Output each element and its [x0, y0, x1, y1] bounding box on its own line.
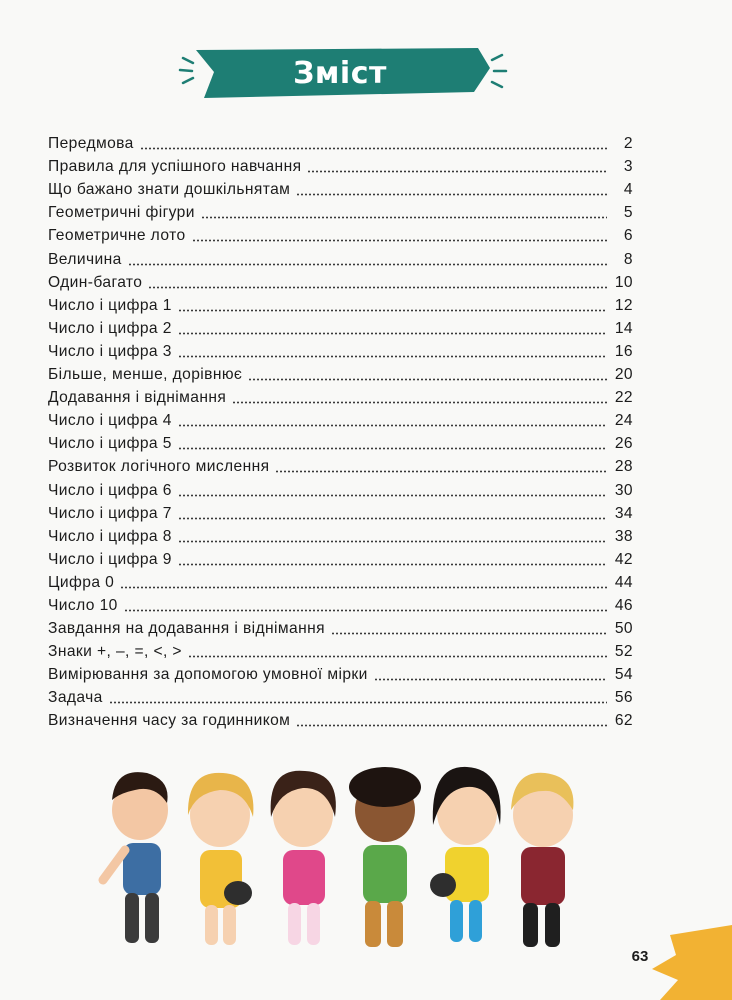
- toc-row: [48, 315, 633, 338]
- toc-dot-leader: [148, 286, 606, 289]
- toc-entry-title: Правила для успішного навчання: [48, 158, 302, 176]
- toc-entry-page: 8: [623, 250, 633, 268]
- toc-entry-page: 42: [614, 550, 633, 568]
- toc-entry-page: 10: [614, 273, 633, 291]
- toc-entry-title: Передмова: [48, 135, 134, 153]
- toc-entry-page: 6: [623, 227, 633, 245]
- page-title: Зміст: [293, 56, 387, 91]
- toc-entry-title: Цифра 0: [48, 573, 115, 591]
- toc-entry-title: Один-багато: [48, 273, 143, 291]
- toc-entry-page: 22: [614, 389, 633, 407]
- toc-dot-leader: [188, 655, 607, 658]
- toc-entry-title: Число і цифра 6: [48, 481, 172, 499]
- toc-row: [48, 500, 633, 523]
- toc-entry-title: Число і цифра 9: [48, 550, 172, 568]
- toc-dot-leader: [275, 470, 606, 473]
- toc-dot-leader: [124, 609, 607, 612]
- toc-entry-page: 2: [623, 135, 633, 153]
- child-boy-blue-icon: [103, 772, 168, 943]
- toc-entry-title: Число і цифра 3: [48, 342, 172, 360]
- toc-entry-title: Додавання і віднімання: [48, 389, 227, 407]
- child-girl-pink-icon: [271, 771, 336, 945]
- table-of-contents: [48, 130, 633, 730]
- child-boy-red-icon: [511, 773, 573, 947]
- toc-entry-page: 5: [623, 204, 633, 222]
- page-number: 63: [631, 948, 649, 965]
- toc-entry-title: Число і цифра 8: [48, 527, 172, 545]
- toc-dot-leader: [178, 309, 607, 312]
- toc-entry-page: 46: [614, 596, 633, 614]
- toc-entry-page: 28: [614, 458, 633, 476]
- toc-entry-page: 24: [614, 412, 633, 430]
- toc-dot-leader: [178, 563, 607, 566]
- toc-entry-title: Завдання на додавання і віднімання: [48, 620, 325, 638]
- toc-entry-page: 50: [614, 620, 633, 638]
- toc-entry-title: Число і цифра 5: [48, 435, 172, 453]
- toc-dot-leader: [120, 586, 607, 589]
- toc-row: [48, 292, 633, 315]
- toc-dot-leader: [128, 263, 607, 266]
- toc-row: [48, 638, 633, 661]
- toc-row: [48, 338, 633, 361]
- toc-row: [48, 592, 633, 615]
- toc-row: [48, 176, 633, 199]
- toc-row: [48, 153, 633, 176]
- toc-entry-page: 52: [614, 643, 633, 661]
- toc-dot-leader: [178, 447, 607, 450]
- toc-entry-page: 14: [614, 319, 633, 337]
- toc-dot-leader: [178, 355, 607, 358]
- toc-entry-page: 20: [614, 366, 633, 384]
- toc-row: [48, 222, 633, 245]
- child-girl-darkhair-icon: [430, 767, 501, 942]
- toc-dot-leader: [331, 632, 607, 635]
- toc-entry-page: 62: [614, 712, 633, 730]
- toc-row: [48, 453, 633, 476]
- toc-entry-title: Геометричне лото: [48, 227, 186, 245]
- toc-row: [48, 269, 633, 292]
- toc-entry-title: Число і цифра 1: [48, 296, 172, 314]
- toc-row: [48, 430, 633, 453]
- toc-dot-leader: [296, 724, 607, 727]
- toc-entry-page: 34: [614, 504, 633, 522]
- toc-entry-title: Задача: [48, 689, 103, 707]
- toc-entry-title: Число і цифра 7: [48, 504, 172, 522]
- toc-dot-leader: [178, 424, 607, 427]
- toc-entry-title: Число і цифра 4: [48, 412, 172, 430]
- toc-row: [48, 476, 633, 499]
- toc-dot-leader: [178, 332, 607, 335]
- child-boy-green-icon: [349, 767, 421, 947]
- toc-dot-leader: [201, 216, 607, 219]
- toc-dot-leader: [374, 678, 607, 681]
- child-girl-yellow-icon: [188, 773, 253, 945]
- toc-dot-leader: [178, 494, 607, 497]
- toc-entry-page: 38: [614, 527, 633, 545]
- toc-entry-title: Визначення часу за годинником: [48, 712, 291, 730]
- title-banner: [0, 0, 732, 120]
- toc-row: [48, 661, 633, 684]
- toc-row: [48, 407, 633, 430]
- toc-dot-leader: [307, 170, 607, 173]
- toc-entry-title: Величина: [48, 250, 122, 268]
- toc-row: [48, 546, 633, 569]
- toc-dot-leader: [296, 193, 607, 196]
- toc-entry-page: 44: [614, 573, 633, 591]
- toc-row: [48, 707, 633, 730]
- toc-entry-page: 56: [614, 689, 633, 707]
- toc-row: [48, 684, 633, 707]
- toc-entry-page: 16: [614, 342, 633, 360]
- toc-row: [48, 245, 633, 268]
- sparkle-left-icon: [180, 58, 193, 83]
- toc-dot-leader: [140, 147, 607, 150]
- toc-entry-title: Розвиток логічного мислення: [48, 458, 270, 476]
- toc-entry-page: 3: [623, 158, 633, 176]
- toc-dot-leader: [178, 540, 607, 543]
- toc-dot-leader: [192, 239, 607, 242]
- toc-dot-leader: [109, 701, 607, 704]
- toc-row: [48, 569, 633, 592]
- toc-entry-page: 26: [614, 435, 633, 453]
- toc-entry-title: Вимірювання за допомогою умовної мірки: [48, 666, 368, 684]
- toc-row: [48, 384, 633, 407]
- toc-row: [48, 523, 633, 546]
- sparkle-right-icon: [492, 55, 506, 87]
- toc-dot-leader: [232, 401, 607, 404]
- toc-dot-leader: [178, 517, 607, 520]
- toc-row: [48, 130, 633, 153]
- toc-entry-title: Знаки +, –, =, <, >: [48, 643, 182, 661]
- toc-entry-title: Число і цифра 2: [48, 319, 172, 337]
- toc-row: [48, 199, 633, 222]
- toc-dot-leader: [248, 378, 607, 381]
- toc-entry-page: 12: [614, 296, 633, 314]
- toc-entry-page: 54: [614, 666, 633, 684]
- toc-row: [48, 361, 633, 384]
- toc-entry-title: Більше, менше, дорівнює: [48, 366, 243, 384]
- toc-row: [48, 615, 633, 638]
- toc-entry-page: 30: [614, 481, 633, 499]
- toc-entry-title: Що бажано знати дошкільнятам: [48, 181, 291, 199]
- toc-entry-title: Число 10: [48, 596, 118, 614]
- children-illustration: [95, 755, 585, 955]
- toc-entry-title: Геометричні фігури: [48, 204, 195, 222]
- toc-entry-page: 4: [623, 181, 633, 199]
